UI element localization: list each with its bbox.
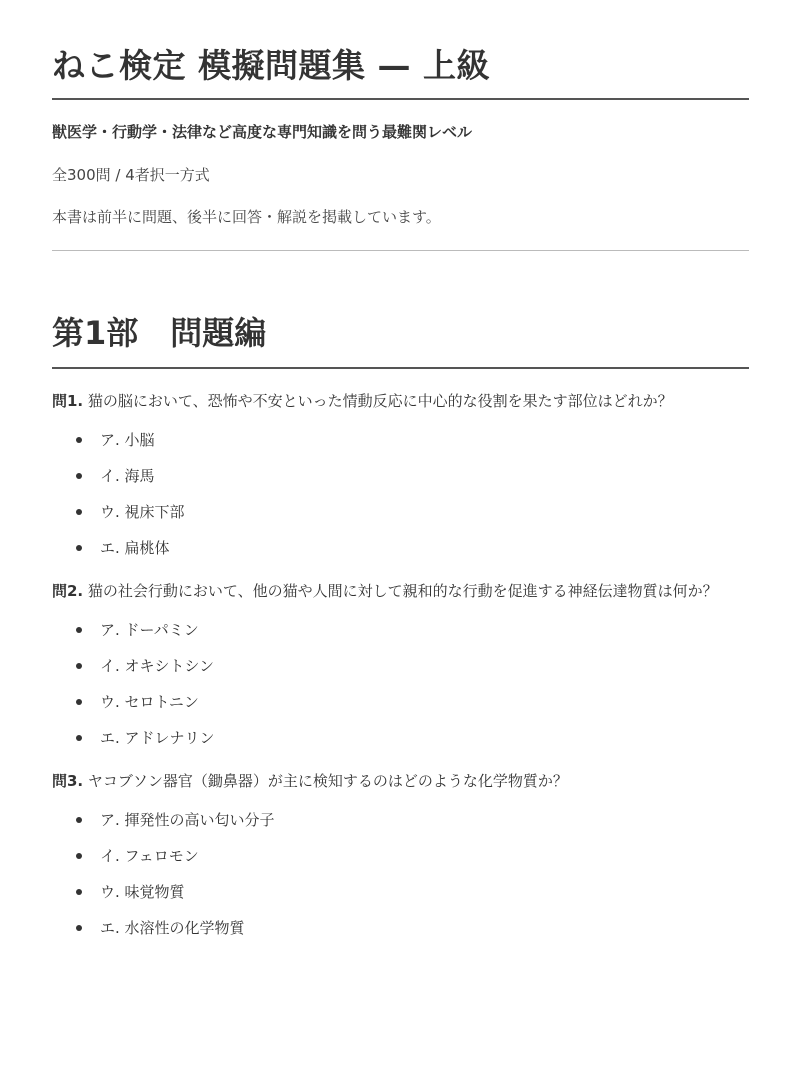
choice-item: エ. アドレナリン [52,727,749,749]
structure-note: 本書は前半に問題、後半に回答・解説を掲載しています。 [52,208,441,226]
choice-item: イ. フェロモン [52,845,749,867]
question-body: 猫の社会行動において、他の猫や人間に対して親和的な行動を促進する神経伝達物質は何か？ [83,582,718,600]
part-heading: 第1部 問題編 [52,309,749,369]
choice-item: イ. オキシトシン [52,655,749,677]
choice-item: ウ. 味覚物質 [52,881,749,903]
question-block-1 [52,387,749,559]
question-number: 問1. [52,392,84,410]
choice-item: ウ. 視床下部 [52,501,749,523]
question-text [52,577,749,605]
question-number: 問2. [52,582,84,600]
choice-list [52,809,749,939]
choice-item: ア. 揮発性の高い匂い分子 [52,809,749,831]
choice-item: ウ. セロトニン [52,691,749,713]
section-divider [52,250,749,251]
question-body: ヤコブソン器官（鋤鼻器）が主に検知するのはどのような化学物質か？ [83,772,568,790]
question-number: 問3. [52,772,84,790]
question-body: 猫の脳において、恐怖や不安といった情動反応に中心的な役割を果たす部位はどれか？ [83,392,673,410]
choice-item: エ. 扁桃体 [52,537,749,559]
choice-item: ア. ドーパミン [52,619,749,641]
question-block-2 [52,577,749,749]
question-count-info: 全300問 / 4者択一方式 [52,166,210,184]
choice-list [52,619,749,749]
choice-item: ア. 小脳 [52,429,749,451]
choice-item: イ. 海馬 [52,465,749,487]
document-subtitle: 獣医学・行動学・法律など高度な専門知識を問う最難関レベル [52,123,473,141]
document-page [52,0,749,939]
question-text [52,387,749,415]
choice-item: エ. 水溶性の化学物質 [52,917,749,939]
document-title: ねこ検定 模擬問題集 — 上級 [52,40,749,100]
question-text [52,767,749,795]
choice-list [52,429,749,559]
question-block-3 [52,767,749,939]
